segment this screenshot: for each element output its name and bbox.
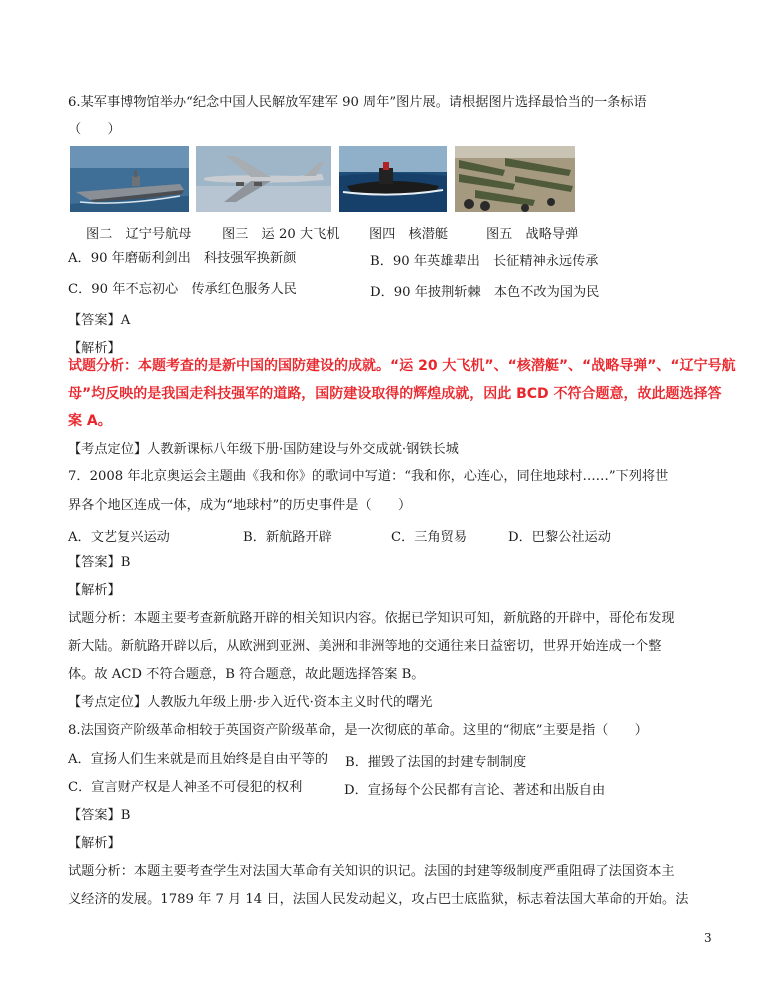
q8-answer: 【答案】B xyxy=(68,808,131,823)
q7-analysis-label: 【解析】 xyxy=(68,583,121,598)
q7-kaodian: 【考点定位】人教版九年级上册·步入近代·资本主义时代的曙光 xyxy=(68,695,433,710)
q8-option-c: C．宣言财产权是人神圣不可侵犯的权利 xyxy=(68,780,303,795)
q6-option-c: C．90 年不忘初心 传承红色服务人民 xyxy=(68,282,297,297)
q7-stem-line-1: 7．2008 年北京奥运会主题曲《我和你》的歌词中写道：“我和你，心连心，同住地球村……”下列将世 xyxy=(68,469,669,484)
q8-option-a: A．宣扬人们生来就是而且始终是自由平等的 xyxy=(68,752,329,767)
q6-answer: 【答案】A xyxy=(68,313,131,328)
q7-option-b: B．新航路开辟 xyxy=(243,530,332,545)
q8-analysis-line-1: 试题分析：本题主要考查学生对法国大革命有关知识的识记。法国的封建等级制度严重阻碍了法国资本主 xyxy=(68,864,675,879)
page-number: 3 xyxy=(704,931,712,945)
q7-analysis-line-1: 试题分析：本题主要考查新航路开辟的相关知识内容。依据已学知识可知，新航路的开辟中，哥伦布发现 xyxy=(68,611,675,626)
caption-2: 图三 运 20 大飞机 xyxy=(222,227,340,242)
caption-4: 图五 战略导弹 xyxy=(486,227,579,242)
q7-option-d: D．巴黎公社运动 xyxy=(508,530,611,545)
q6-analysis-line-1: 试题分析：本题考查的是新中国的国防建设的成就。“运 20 大飞机”、“核潜艇”、“战略导弹”、“辽宁号航 xyxy=(68,358,736,374)
q8-analysis-label: 【解析】 xyxy=(68,836,121,851)
q6-stem: 6.某军事博物馆举办“纪念中国人民解放军建军 90 周年”图片展。请根据图片选择最恰当的一条标语 xyxy=(68,95,647,110)
q8-analysis-line-2: 义经济的发展。1789 年 7 月 14 日，法国人民发动起义，攻占巴士底监狱，标志着法国大革命的开始。法 xyxy=(68,892,689,907)
caption-1: 图二 辽宁号航母 xyxy=(86,227,192,242)
q8-stem: 8.法国资产阶级革命相较于英国资产阶级革命，是一次彻底的革命。这里的“彻底”主要是指（ ） xyxy=(68,723,648,738)
q6-option-a: A．90 年磨砺利剑出 科技强军换新颜 xyxy=(68,251,297,266)
q8-option-b: B．摧毁了法国的封建专制制度 xyxy=(345,755,527,770)
q6-kaodian: 【考点定位】人教新课标八年级下册·国防建设与外交成就·钢铁长城 xyxy=(68,442,459,457)
q6-paren: （ ） xyxy=(68,122,121,137)
caption-3: 图四 核潜艇 xyxy=(369,227,449,242)
q7-analysis-line-2: 新大陆。新航路开辟以后，从欧洲到亚洲、美洲和非洲等地的交通往来日益密切，世界开始连成一个整 xyxy=(68,639,662,654)
strategic-missile-image xyxy=(455,146,575,212)
q6-analysis-line-3: 案 A。 xyxy=(68,413,112,429)
q7-option-c: C．三角贸易 xyxy=(391,530,468,545)
q8-option-d: D．宣扬每个公民都有言论、著述和出版自由 xyxy=(344,783,606,798)
q7-option-a: A．文艺复兴运动 xyxy=(68,530,170,545)
q7-stem-line-2: 界各个地区连成一体，成为“地球村”的历史事件是（ ） xyxy=(68,498,412,513)
aircraft-carrier-image xyxy=(70,146,189,212)
submarine-image xyxy=(339,146,447,212)
q7-analysis-line-3: 体。故 ACD 不符合题意，B 符合题意，故此题选择答案 B。 xyxy=(68,667,425,682)
q6-option-b: B．90 年英雄辈出 长征精神永远传承 xyxy=(370,254,599,269)
q7-answer: 【答案】B xyxy=(68,555,131,570)
transport-aircraft-image xyxy=(196,146,331,212)
q6-analysis-line-2: 母”均反映的是我国走科技强军的道路，国防建设取得的辉煌成就，因此 BCD 不符合题意，故此题选择答 xyxy=(68,386,722,402)
q6-option-d: D．90 年披荆斩棘 本色不改为国为民 xyxy=(370,285,600,300)
q6-analysis-label: 【解析】 xyxy=(68,341,121,356)
